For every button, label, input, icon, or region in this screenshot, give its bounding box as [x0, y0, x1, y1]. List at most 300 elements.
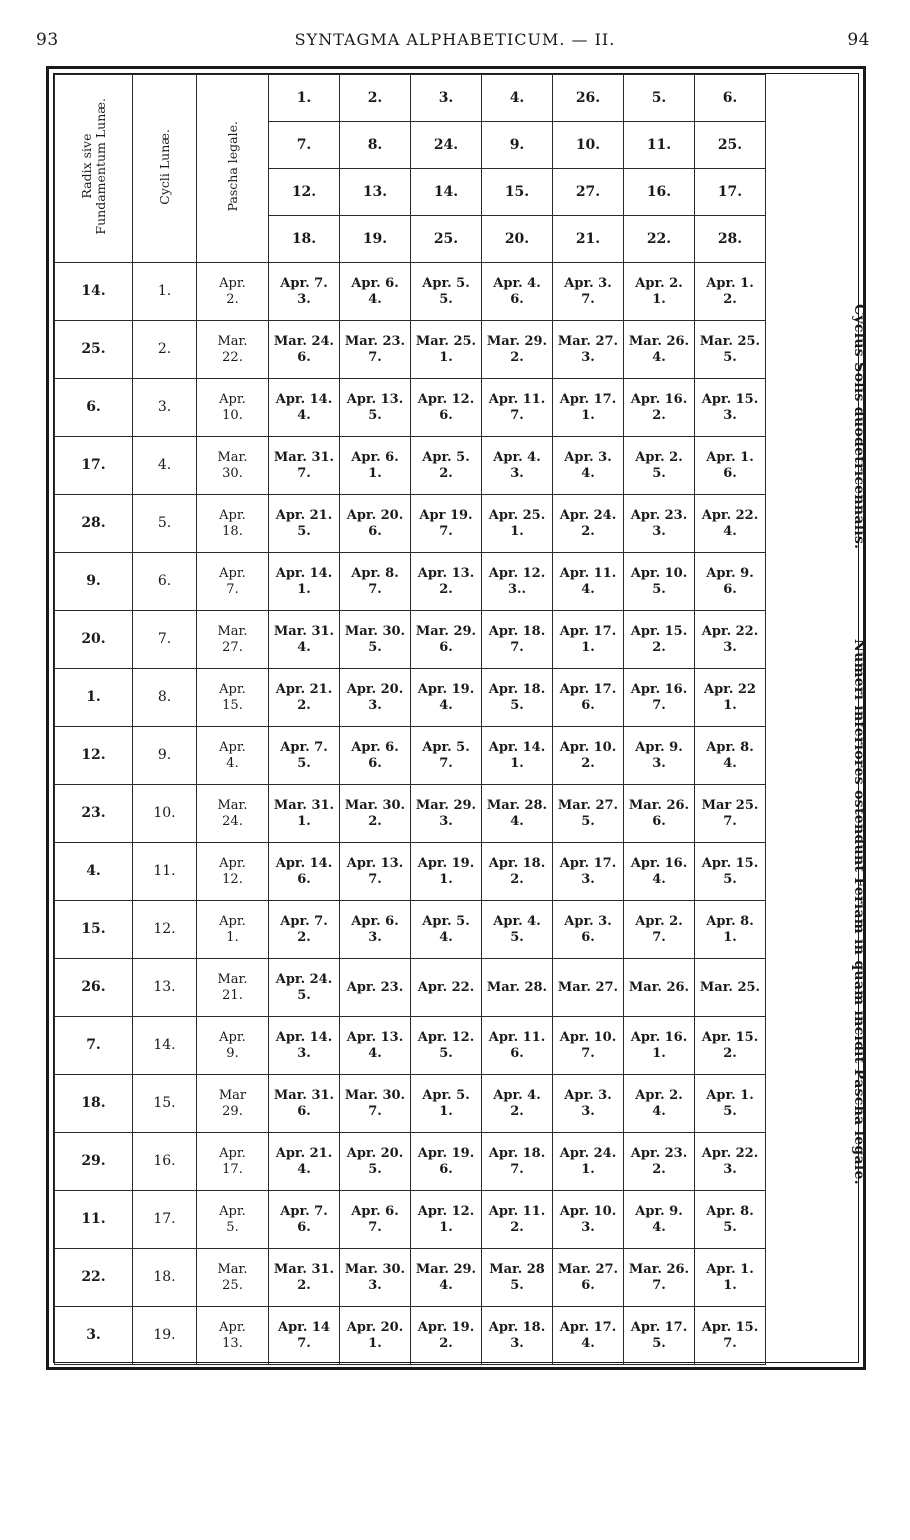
feria-number: 6.	[652, 814, 666, 829]
pascha-month: Mar	[218, 1088, 247, 1103]
easter-date-cell	[340, 437, 411, 495]
easter-date-cell	[269, 1249, 340, 1307]
easter-date-cell	[340, 669, 411, 727]
pascha-day: 25.	[222, 1278, 243, 1293]
easter-date: Apr. 16.	[630, 856, 688, 871]
solar-cycle-number: 7.	[269, 122, 340, 169]
easter-date-cell	[411, 669, 482, 727]
feria-number: 4.	[581, 582, 595, 597]
easter-date-cell	[269, 901, 340, 959]
feria-number: 4.	[368, 292, 382, 307]
solar-cycle-number: 22.	[624, 216, 695, 263]
solar-cycle-number: 8.	[340, 122, 411, 169]
feria-number: 1.	[723, 1278, 737, 1293]
feria-number: 1.	[439, 872, 453, 887]
feria-number: 7.	[652, 698, 666, 713]
easter-date-cell	[624, 901, 695, 959]
side-note-text: Cyclus Solis duodetricennalis.	[851, 304, 867, 550]
solar-cycle-number: 16.	[624, 169, 695, 216]
feria-number: 7.	[652, 1278, 666, 1293]
feria-number: 3.	[368, 930, 382, 945]
easter-date-cell	[269, 379, 340, 437]
easter-date: Apr. 14.	[275, 392, 333, 407]
easter-date: Mar. 27.	[557, 334, 619, 349]
pascha-cell	[197, 843, 269, 901]
radix-cell: 22.	[55, 1249, 133, 1307]
solar-cycle-number: 28.	[695, 216, 766, 263]
table-row	[55, 959, 766, 1017]
feria-number: 7.	[510, 408, 524, 423]
feria-number: 6.	[297, 1220, 311, 1235]
easter-date-cell	[482, 321, 553, 379]
easter-date: Apr. 16.	[630, 392, 688, 407]
easter-date-cell	[553, 1017, 624, 1075]
easter-date: Apr. 23.	[630, 508, 688, 523]
solar-cycle-number: 2.	[340, 75, 411, 122]
easter-date: Apr. 8.	[706, 1204, 754, 1219]
easter-date: Apr. 21.	[275, 1146, 333, 1161]
easter-date-cell	[269, 669, 340, 727]
pascha-month: Apr.	[219, 276, 246, 291]
easter-date: Mar. 29.	[415, 1262, 477, 1277]
easter-date-cell	[624, 669, 695, 727]
easter-date: Apr. 14.	[275, 1030, 333, 1045]
easter-date-cell	[695, 901, 766, 959]
feria-number: 5.	[581, 814, 595, 829]
pascha-cell	[197, 1307, 269, 1365]
feria-number: 1.	[297, 814, 311, 829]
feria-number: 4.	[652, 1104, 666, 1119]
easter-date: Apr. 1.	[706, 276, 754, 291]
feria-number: 3.	[297, 1046, 311, 1061]
feria-number: 6.	[581, 698, 595, 713]
easter-date: Mar. 27.	[557, 979, 619, 995]
solar-cycle-number: 4.	[482, 75, 553, 122]
pascha-cell	[197, 901, 269, 959]
easter-date-cell	[624, 1075, 695, 1133]
easter-date-cell	[411, 553, 482, 611]
radix-cell: 26.	[55, 959, 133, 1017]
easter-date-cell	[553, 843, 624, 901]
pascha-day: 5.	[226, 1220, 239, 1235]
feria-number: 1.	[581, 408, 595, 423]
column-header-label: Radix sive Fundamentum Lunæ.	[78, 98, 108, 235]
table-row	[55, 437, 766, 495]
solar-cycle-number: 14.	[411, 169, 482, 216]
feria-number: 1.	[368, 1336, 382, 1351]
easter-date: Apr. 10.	[630, 566, 688, 581]
pascha-month: Apr.	[219, 392, 246, 407]
pascha-cell	[197, 669, 269, 727]
table-row	[55, 1191, 766, 1249]
easter-date: Apr. 10.	[559, 1204, 617, 1219]
pascha-day: 22.	[222, 350, 243, 365]
easter-date-cell	[411, 1075, 482, 1133]
easter-date: Apr. 4.	[493, 1088, 541, 1103]
pascha-month: Apr.	[219, 1030, 246, 1045]
easter-date: Apr. 3.	[564, 1088, 612, 1103]
easter-date-cell	[411, 785, 482, 843]
feria-number: 1.	[439, 350, 453, 365]
easter-date: Apr. 14.	[275, 856, 333, 871]
feria-number: 1.	[510, 524, 524, 539]
feria-number: 4.	[297, 640, 311, 655]
easter-date: Apr. 15.	[630, 624, 688, 639]
solar-header-row	[55, 75, 766, 122]
pascha-cell	[197, 1249, 269, 1307]
page-number-right: 94	[847, 30, 870, 50]
easter-date-cell	[695, 379, 766, 437]
feria-number: 6.	[581, 930, 595, 945]
feria-number: 2.	[652, 640, 666, 655]
solar-cycle-number: 1.	[269, 75, 340, 122]
easter-date: Apr. 22.	[701, 508, 759, 523]
cycle-cell: 11.	[133, 843, 197, 901]
pascha-day: 2.	[226, 292, 239, 307]
feria-number: 2.	[439, 1336, 453, 1351]
radix-cell: 14.	[55, 263, 133, 321]
easter-date-cell	[269, 959, 340, 1017]
easter-date-cell	[340, 1017, 411, 1075]
feria-number: 3.	[652, 524, 666, 539]
easter-date: Apr. 19.	[417, 1320, 475, 1335]
cycle-cell: 8.	[133, 669, 197, 727]
pascha-cell	[197, 1017, 269, 1075]
easter-date-cell	[553, 321, 624, 379]
easter-date: Apr. 1.	[706, 450, 754, 465]
feria-number: 5.	[439, 292, 453, 307]
easter-date-cell	[411, 901, 482, 959]
solar-cycle-number: 11.	[624, 122, 695, 169]
feria-number: 5.	[723, 350, 737, 365]
feria-number: 6.	[439, 640, 453, 655]
easter-date-cell	[695, 553, 766, 611]
cycle-cell: 1.	[133, 263, 197, 321]
easter-date: Apr. 7.	[280, 914, 328, 929]
pascha-cell	[197, 263, 269, 321]
feria-number: 4.	[297, 408, 311, 423]
cycle-cell: 5.	[133, 495, 197, 553]
easter-date-cell	[340, 495, 411, 553]
radix-cell: 17.	[55, 437, 133, 495]
easter-date-cell	[695, 1191, 766, 1249]
easter-date-cell	[553, 901, 624, 959]
column-header-label: Pascha legale.	[224, 121, 240, 212]
easter-date: Apr. 14.	[488, 740, 546, 755]
cycle-cell: 3.	[133, 379, 197, 437]
solar-cycle-number: 6.	[695, 75, 766, 122]
pascha-day: 9.	[226, 1046, 239, 1061]
pascha-month: Apr.	[219, 1204, 246, 1219]
feria-number: 5.	[723, 872, 737, 887]
feria-number: 2.	[439, 466, 453, 481]
easter-date: Apr. 23.	[346, 979, 404, 995]
easter-date-cell	[340, 959, 411, 1017]
feria-number: 2.	[368, 814, 382, 829]
easter-date: Mar. 30.	[344, 624, 406, 639]
pascha-cell	[197, 495, 269, 553]
feria-number: 1.	[297, 582, 311, 597]
easter-date: Mar. 25.	[699, 979, 761, 995]
feria-number: 7.	[368, 872, 382, 887]
cycle-cell: 4.	[133, 437, 197, 495]
easter-date-cell	[411, 1307, 482, 1365]
easter-date: Apr. 4.	[493, 450, 541, 465]
radix-cell: 12.	[55, 727, 133, 785]
easter-date: Apr. 6.	[351, 914, 399, 929]
easter-date-cell	[482, 1133, 553, 1191]
feria-number: 7.	[510, 640, 524, 655]
cycle-cell: 14.	[133, 1017, 197, 1075]
pascha-day: 15.	[222, 698, 243, 713]
easter-date: Apr. 18.	[488, 1320, 546, 1335]
easter-date: Apr. 2.	[635, 1088, 683, 1103]
feria-number: 3..	[507, 582, 527, 597]
easter-date: Apr. 1.	[706, 1088, 754, 1103]
easter-date-cell	[624, 1017, 695, 1075]
easter-date-cell	[482, 1017, 553, 1075]
feria-number: 1.	[581, 1162, 595, 1177]
easter-date: Mar. 30.	[344, 1088, 406, 1103]
feria-number: 6.	[581, 1278, 595, 1293]
easter-date: Mar. 26.	[628, 334, 690, 349]
easter-date: Mar. 30.	[344, 1262, 406, 1277]
cycle-column-header	[133, 75, 197, 263]
easter-date-cell	[624, 611, 695, 669]
easter-date-cell	[411, 1191, 482, 1249]
feria-number: 7.	[368, 350, 382, 365]
easter-date-cell	[695, 1017, 766, 1075]
feria-number: 7.	[723, 814, 737, 829]
easter-date-cell	[269, 1075, 340, 1133]
easter-date: Mar. 31.	[273, 450, 335, 465]
easter-date-cell	[553, 1133, 624, 1191]
easter-date-cell	[340, 901, 411, 959]
radix-cell: 18.	[55, 1075, 133, 1133]
feria-number: 6.	[297, 1104, 311, 1119]
easter-date: Apr. 17.	[630, 1320, 688, 1335]
easter-date: Apr. 15.	[701, 856, 759, 871]
feria-number: 5.	[652, 1336, 666, 1351]
feria-number: 6.	[297, 350, 311, 365]
feria-number: 2.	[652, 1162, 666, 1177]
solar-cycle-number: 5.	[624, 75, 695, 122]
feria-number: 4.	[723, 524, 737, 539]
cycle-cell: 18.	[133, 1249, 197, 1307]
easter-date: Mar. 25.	[415, 334, 477, 349]
feria-number: 2.	[510, 1104, 524, 1119]
easter-date-cell	[695, 321, 766, 379]
feria-number: 2.	[510, 350, 524, 365]
easter-date-cell	[553, 379, 624, 437]
feria-number: 4.	[652, 1220, 666, 1235]
easter-date: Apr. 2.	[635, 276, 683, 291]
easter-date-cell	[482, 1075, 553, 1133]
radix-cell: 28.	[55, 495, 133, 553]
easter-date: Apr. 21.	[275, 682, 333, 697]
feria-number: 7.	[297, 1336, 311, 1351]
feria-number: 7.	[581, 1046, 595, 1061]
easter-date-cell	[695, 263, 766, 321]
feria-number: 6.	[368, 524, 382, 539]
easter-date: Apr. 20.	[346, 682, 404, 697]
feria-number: 4.	[510, 814, 524, 829]
easter-date-cell	[411, 1249, 482, 1307]
feria-number: 3.	[581, 1104, 595, 1119]
easter-date: Apr. 8.	[706, 740, 754, 755]
feria-number: 6.	[510, 292, 524, 307]
pascha-cell	[197, 553, 269, 611]
easter-date-cell	[695, 843, 766, 901]
easter-date-cell	[553, 1249, 624, 1307]
easter-date: Apr. 21.	[275, 508, 333, 523]
feria-number: 3.	[297, 292, 311, 307]
easter-date-cell	[624, 495, 695, 553]
feria-number: 1.	[581, 640, 595, 655]
easter-date: Apr. 20.	[346, 1320, 404, 1335]
easter-date: Apr. 17.	[559, 624, 617, 639]
feria-number: 4.	[652, 872, 666, 887]
easter-date-cell	[553, 495, 624, 553]
easter-date-cell	[695, 669, 766, 727]
pascha-cell	[197, 1133, 269, 1191]
easter-date-cell	[340, 1133, 411, 1191]
easter-date: Apr. 1.	[706, 1262, 754, 1277]
easter-date-cell	[553, 553, 624, 611]
easter-date: Mar. 27.	[557, 1262, 619, 1277]
feria-number: 4.	[439, 698, 453, 713]
easter-date: Apr. 8.	[351, 566, 399, 581]
easter-date-cell	[340, 1307, 411, 1365]
feria-number: 2.	[297, 698, 311, 713]
easter-date-cell	[411, 495, 482, 553]
easter-date-cell	[553, 785, 624, 843]
table-row	[55, 553, 766, 611]
pascha-day: 17.	[222, 1162, 243, 1177]
easter-date-cell	[269, 727, 340, 785]
easter-date: Mar. 28.	[486, 979, 548, 995]
feria-number: 7.	[510, 1162, 524, 1177]
easter-date: Apr. 13.	[346, 856, 404, 871]
easter-date: Apr. 22.	[701, 624, 759, 639]
feria-number: 5.	[652, 582, 666, 597]
easter-date-cell	[269, 785, 340, 843]
easter-date-cell	[695, 1075, 766, 1133]
easter-date: Apr. 10.	[559, 1030, 617, 1045]
radix-cell: 7.	[55, 1017, 133, 1075]
easter-date: Apr. 6.	[351, 740, 399, 755]
pascha-day: 29.	[222, 1104, 243, 1119]
feria-number: 5.	[368, 640, 382, 655]
feria-number: 6.	[368, 756, 382, 771]
easter-date: Apr. 11.	[488, 392, 546, 407]
feria-number: 5.	[368, 408, 382, 423]
pascha-cell	[197, 379, 269, 437]
easter-date-cell	[624, 263, 695, 321]
easter-date-cell	[411, 843, 482, 901]
cycle-cell: 19.	[133, 1307, 197, 1365]
feria-number: 5.	[439, 1046, 453, 1061]
solar-cycle-number: 26.	[553, 75, 624, 122]
easter-date-cell	[695, 437, 766, 495]
feria-number: 3.	[723, 1162, 737, 1177]
easter-date-cell	[624, 1133, 695, 1191]
easter-date-cell	[482, 1191, 553, 1249]
page-number-left: 93	[36, 30, 59, 50]
feria-number: 1.	[723, 698, 737, 713]
pascha-cell	[197, 959, 269, 1017]
easter-date-cell	[482, 843, 553, 901]
table-row	[55, 901, 766, 959]
easter-date-cell	[695, 1249, 766, 1307]
easter-date: Apr. 12.	[417, 1030, 475, 1045]
easter-date-cell	[269, 1307, 340, 1365]
feria-number: 6.	[723, 582, 737, 597]
feria-number: 5.	[297, 756, 311, 771]
easter-date: Mar. 31.	[273, 1262, 335, 1277]
easter-table	[54, 74, 766, 1365]
feria-number: 3.	[368, 698, 382, 713]
easter-date: Apr. 20.	[346, 508, 404, 523]
easter-date-cell	[482, 1307, 553, 1365]
running-title: SYNTAGMA ALPHABETICUM. — II.	[294, 30, 616, 49]
easter-date: Apr. 24.	[559, 508, 617, 523]
feria-number: 4.	[297, 1162, 311, 1177]
pascha-cell	[197, 1075, 269, 1133]
radix-cell: 25.	[55, 321, 133, 379]
easter-date: Apr 19.	[419, 508, 473, 523]
easter-date: Apr. 8.	[706, 914, 754, 929]
solar-cycle-number: 18.	[269, 216, 340, 263]
easter-date-cell	[482, 727, 553, 785]
table-row	[55, 669, 766, 727]
feria-number: 6.	[510, 1046, 524, 1061]
pascha-cell	[197, 727, 269, 785]
easter-date: Apr. 9.	[635, 740, 683, 755]
easter-date: Apr. 13.	[417, 566, 475, 581]
pascha-day: 18.	[222, 524, 243, 539]
feria-number: 1.	[439, 1220, 453, 1235]
table-row	[55, 785, 766, 843]
easter-date: Mar. 31.	[273, 1088, 335, 1103]
feria-number: 7.	[652, 930, 666, 945]
easter-date-cell	[695, 959, 766, 1017]
easter-date: Apr. 10.	[559, 740, 617, 755]
easter-date: Mar. 24.	[273, 334, 335, 349]
cycle-cell: 16.	[133, 1133, 197, 1191]
easter-date: Apr. 2.	[635, 914, 683, 929]
easter-date-cell	[411, 1017, 482, 1075]
feria-number: 5.	[723, 1220, 737, 1235]
easter-date-cell	[482, 901, 553, 959]
feria-number: 7.	[297, 466, 311, 481]
easter-date: Mar. 29.	[415, 624, 477, 639]
feria-number: 3.	[581, 350, 595, 365]
easter-date: Apr. 5.	[422, 1088, 470, 1103]
easter-date: Apr. 12.	[488, 566, 546, 581]
easter-date: Apr. 14	[278, 1320, 330, 1335]
easter-date: Apr. 17.	[559, 682, 617, 697]
pascha-month: Mar.	[217, 972, 248, 987]
pascha-day: 13.	[222, 1336, 243, 1351]
easter-date: Mar. 31.	[273, 624, 335, 639]
easter-date-cell	[340, 379, 411, 437]
table-row	[55, 1075, 766, 1133]
pascha-day: 12.	[222, 872, 243, 887]
easter-date-cell	[553, 1075, 624, 1133]
easter-date: Apr. 12.	[417, 392, 475, 407]
easter-date-cell	[624, 1191, 695, 1249]
